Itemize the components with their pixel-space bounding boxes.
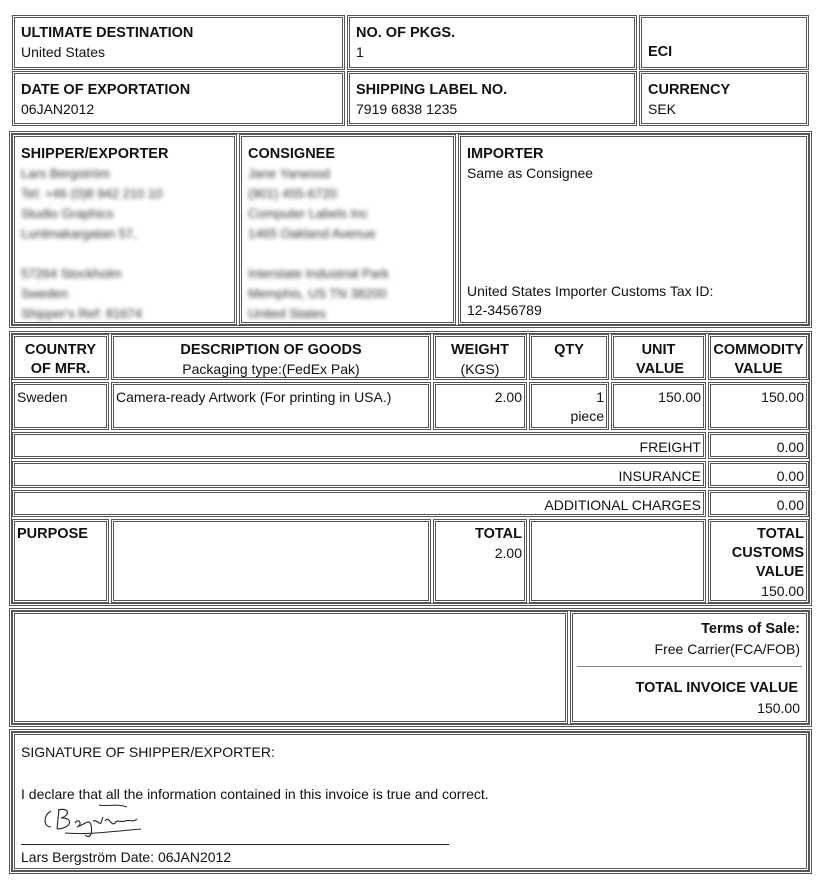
purpose-cell	[12, 519, 109, 603]
row-qty-unit: piece	[570, 408, 604, 424]
no-of-pkgs-box	[347, 15, 637, 70]
header-country	[12, 334, 109, 380]
consignee-line: Interstate Industrial Park	[248, 266, 389, 281]
total-invoice-value-label: TOTAL INVOICE VALUE	[635, 680, 798, 696]
row-qty-text: 1	[596, 389, 604, 405]
terms-divider	[577, 666, 802, 667]
total-invoice-value: 150.00	[757, 700, 800, 716]
row-description	[111, 382, 431, 430]
terms-of-sale-value: Free Carrier(FCA/FOB)	[654, 641, 800, 657]
insurance-value: 0.00	[776, 468, 804, 484]
importer-tax-id: 12-3456789	[467, 302, 542, 318]
consignee-address	[248, 164, 447, 324]
header-qty	[529, 334, 609, 380]
ultimate-destination-label: ULTIMATE DESTINATION	[21, 25, 194, 41]
total-customs-value-cell	[708, 519, 809, 603]
terms-blank-cell	[12, 611, 568, 724]
spacer	[21, 244, 228, 264]
consignee-line: United States	[248, 306, 327, 321]
shipper-line: Shipper's Ref: 81674	[21, 306, 143, 321]
insurance-label-cell	[12, 461, 706, 488]
freight-label-cell	[12, 432, 706, 459]
header-qty-text: QTY	[554, 342, 584, 358]
ultimate-destination-box	[12, 15, 345, 70]
header-commodity-value-text: COMMODITY VALUE	[713, 342, 804, 377]
header-description-text: DESCRIPTION OF GOODS	[180, 342, 362, 358]
header-country-text: COUNTRY OF MFR.	[24, 342, 97, 377]
declaration-text: I declare that all the information contained in this invoice is true and correct.	[21, 786, 489, 802]
terms-cell	[570, 611, 809, 724]
total-weight: 2.00	[494, 545, 522, 561]
importer-box	[458, 134, 809, 325]
spacer	[248, 244, 447, 264]
eci-label: ECI	[648, 44, 673, 60]
freight-label: FREIGHT	[639, 439, 701, 455]
date-of-exportation-value: 06JAN2012	[21, 101, 95, 117]
consignee-label: CONSIGNEE	[248, 146, 336, 162]
currency-box	[639, 71, 809, 126]
consignee-line: Memphis, US TN 38200	[248, 286, 387, 301]
additional-charges-value: 0.00	[776, 497, 804, 513]
importer-label: IMPORTER	[467, 146, 544, 162]
shipper-line: 57264 Stockholm	[21, 266, 122, 281]
shipper-line: Sweden	[21, 286, 68, 301]
row-commodity-value	[708, 382, 809, 430]
shipper-address	[21, 164, 228, 324]
consignee-line: Jane Yarwood	[248, 166, 330, 181]
shipper-line: Studio Graphics	[21, 206, 114, 221]
freight-value: 0.00	[776, 439, 804, 455]
signature-line	[21, 844, 449, 845]
shipping-label-value: 7919 6838 1235	[356, 101, 458, 117]
consignee-line: 1465 Oakland Avenue	[248, 226, 376, 241]
row-description-text: Camera-ready Artwork (For printing in USA.)	[116, 389, 392, 405]
currency-value: SEK	[648, 101, 677, 117]
total-weight-cell	[433, 519, 527, 603]
terms-of-sale-label: Terms of Sale:	[701, 621, 800, 637]
purpose-label: PURPOSE	[17, 526, 88, 542]
additional-charges-value-cell	[708, 490, 809, 517]
handwritten-signature	[37, 801, 147, 841]
ultimate-destination-value: United States	[21, 44, 106, 60]
row-unit-value-text: 150.00	[658, 389, 701, 405]
header-unit-value	[611, 334, 706, 380]
header-weight-unit: (KGS)	[460, 361, 500, 377]
additional-charges-label: ADDITIONAL CHARGES	[544, 497, 701, 513]
date-of-exportation-box	[12, 71, 345, 126]
purpose-value-cell	[111, 519, 431, 603]
header-packaging-text: Packaging type:(FedEx Pak)	[182, 361, 360, 377]
row-commodity-value-text: 150.00	[761, 389, 804, 405]
consignee-box	[239, 134, 456, 325]
row-country-text: Sweden	[17, 389, 68, 405]
insurance-label: INSURANCE	[618, 468, 701, 484]
total-customs-value: 150.00	[761, 583, 804, 599]
signature-label: SIGNATURE OF SHIPPER/EXPORTER:	[21, 744, 275, 760]
eci-box	[639, 15, 809, 70]
shipping-label-box	[347, 71, 637, 126]
currency-label: CURRENCY	[648, 82, 731, 98]
row-country	[12, 382, 109, 430]
consignee-line: (901) 455-6720	[248, 186, 337, 201]
total-blank-cell	[529, 519, 706, 603]
header-weight	[433, 334, 527, 380]
row-qty	[529, 382, 609, 430]
no-of-pkgs-label: NO. OF PKGS.	[356, 25, 456, 41]
date-of-exportation-label: DATE OF EXPORTATION	[21, 82, 191, 98]
total-customs-value-label: TOTAL CUSTOMS VALUE	[731, 526, 804, 580]
row-weight-text: 2.00	[494, 389, 522, 405]
signature-cell	[12, 732, 809, 871]
importer-value: Same as Consignee	[467, 165, 594, 181]
insurance-value-cell	[708, 461, 809, 488]
additional-charges-label-cell	[12, 490, 706, 517]
header-unit-value-text: UNIT VALUE	[636, 342, 685, 377]
total-label: TOTAL	[475, 526, 522, 542]
row-weight	[433, 382, 527, 430]
header-weight-text: WEIGHT	[451, 342, 509, 358]
shipper-line: Lars Bergström	[21, 166, 110, 181]
signer-name-date: Lars Bergström Date: 06JAN2012	[21, 849, 232, 865]
importer-tax-id-label: United States Importer Customs Tax ID:	[467, 283, 714, 299]
row-unit-value	[611, 382, 706, 430]
shipper-box	[12, 134, 237, 325]
no-of-pkgs-value: 1	[356, 44, 364, 60]
consignee-line: Computer Labels Inc	[248, 206, 368, 221]
shipper-label: SHIPPER/EXPORTER	[21, 146, 169, 162]
header-commodity-value	[708, 334, 809, 380]
shipper-line: Luntmakargatan 57,	[21, 226, 137, 241]
shipper-line: Tel: +46 (0)8 942 210 10	[21, 186, 163, 201]
header-description	[111, 334, 431, 380]
shipping-label-label: SHIPPING LABEL NO.	[356, 82, 508, 98]
freight-value-cell	[708, 432, 809, 459]
